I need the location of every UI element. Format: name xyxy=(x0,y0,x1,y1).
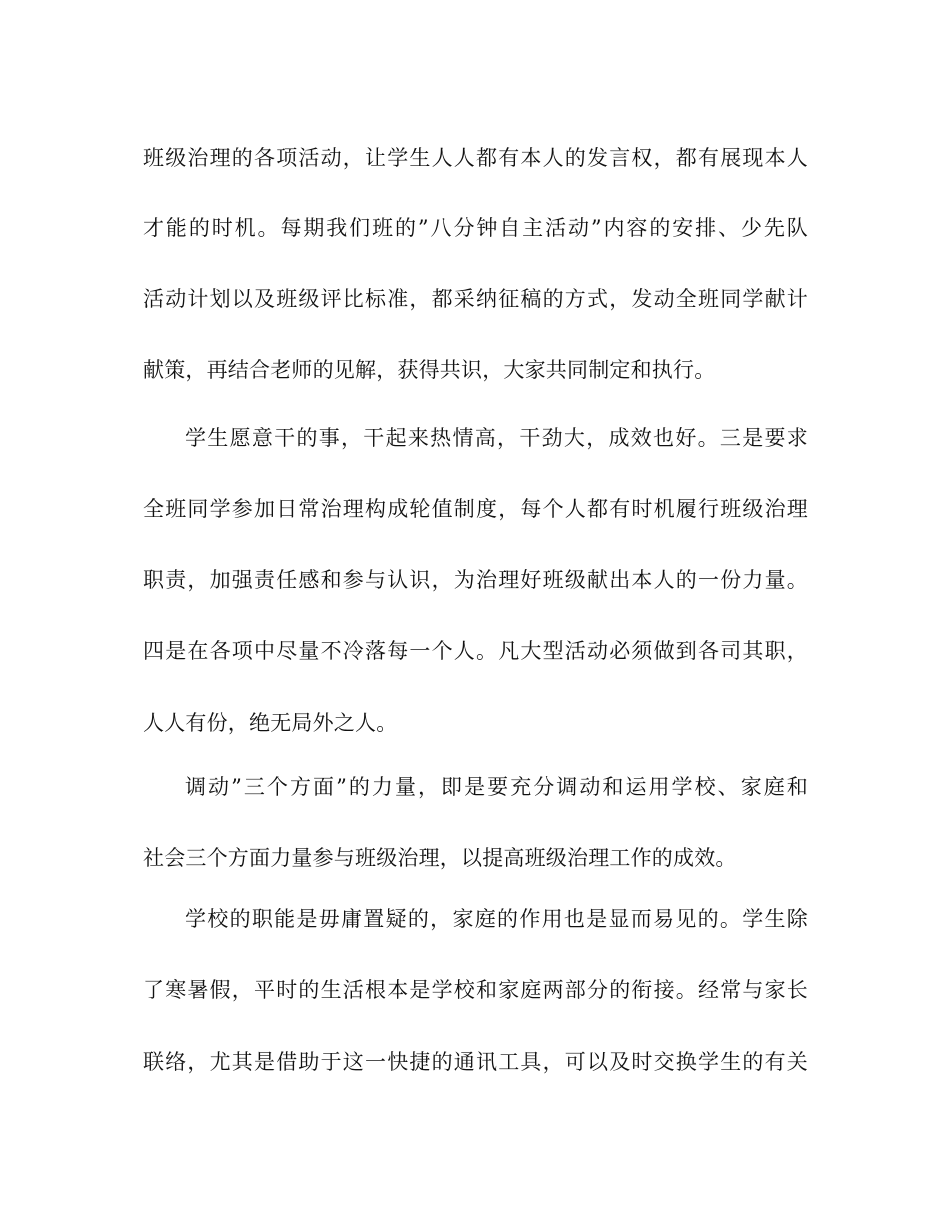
text-line: 班级治理的各项活动，让学生人人都有本人的发言权，都有展现本人 xyxy=(143,146,808,170)
text-line: 社会三个方面力量参与班级治理，以提高班级治理工作的成效。 xyxy=(143,846,737,870)
paragraph-first-line: 学校的职能是毋庸置疑的，家庭的作用也是显而易见的。学生除 xyxy=(185,907,808,931)
text-line: 联络，尤其是借助于这一快捷的通讯工具，可以及时交换学生的有关 xyxy=(143,1050,808,1074)
text-line: 四是在各项中尽量不冷落每一个人。凡大型活动必须做到各司其职， xyxy=(143,639,808,663)
text-line: 职责，加强责任感和参与认识，为治理好班级献出本人的一份力量。 xyxy=(143,568,808,592)
text-line: 全班同学参加日常治理构成轮值制度，每个人都有时机履行班级治理 xyxy=(143,497,808,521)
text-line: 才能的时机。每期我们班的”八分钟自主活动”内容的安排、少先队 xyxy=(143,216,808,240)
text-line: 献策，再结合老师的见解，获得共识，大家共同制定和执行。 xyxy=(143,358,716,382)
paragraph-first-line: 学生愿意干的事，干起来热情高，干劲大，成效也好。三是要求 xyxy=(185,426,808,450)
text-line: 人人有份，绝无局外之人。 xyxy=(143,711,398,735)
paragraph-first-line: 调动”三个方面”的力量，即是要充分调动和运用学校、家庭和 xyxy=(185,775,808,799)
text-line: 了寒暑假，平时的生活根本是学校和家庭两部分的衔接。经常与家长 xyxy=(143,978,808,1002)
text-line: 活动计划以及班级评比标准，都采纳征稿的方式，发动全班同学献计 xyxy=(143,287,808,311)
